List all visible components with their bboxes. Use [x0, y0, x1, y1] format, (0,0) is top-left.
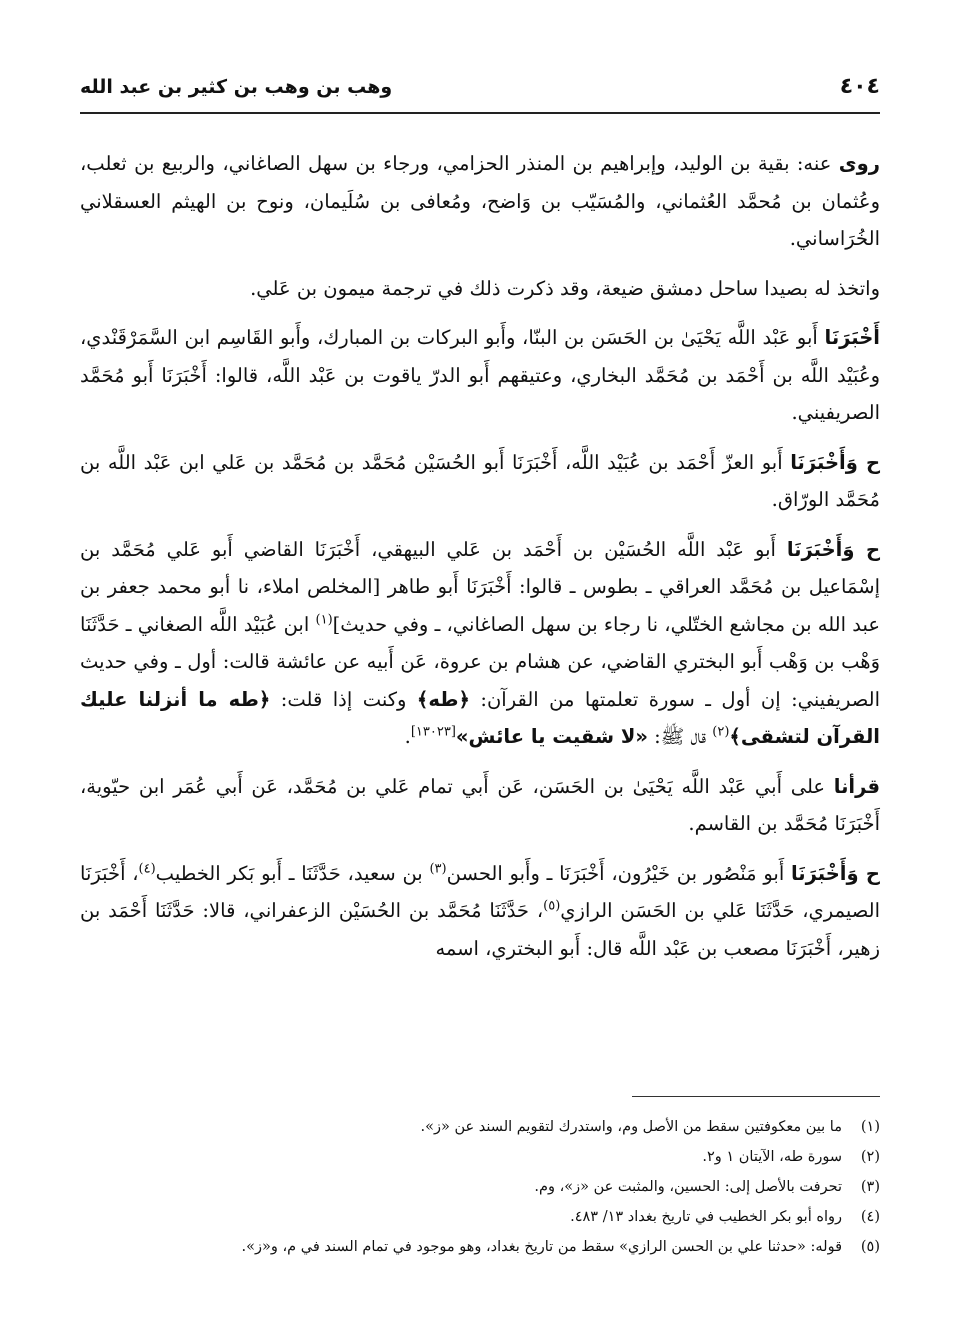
paragraph-lead: ح وَأَخْبَرَنَا	[790, 450, 881, 474]
paragraph-text: وكنت إذا قلت:	[270, 687, 417, 711]
footnote-number: (١)	[860, 1119, 880, 1135]
footnote-ref[interactable]: (٣)	[429, 861, 447, 876]
page-number: ٤٠٤	[839, 74, 880, 99]
paragraph-estate	[80, 270, 880, 308]
paragraph-text: .	[404, 725, 411, 748]
paragraph-isnad-3	[80, 768, 880, 843]
paragraph-isnad-4	[80, 855, 880, 968]
paragraph-isnad-2	[80, 444, 880, 519]
footnote-item	[80, 1112, 880, 1142]
book-page	[80, 60, 880, 1310]
footnote-number: (٤)	[860, 1209, 880, 1225]
footnote-ref[interactable]: (٥)	[543, 898, 561, 914]
paragraph-text: أَبو عَبْد اللَّه يَحْيَىٰ بن الحَسَن بن البنّا، وأَبو البركات بن المبارك، وأَبو القَاسِم ابن السَّمَرْقَنْدي، وعُبَيْد اللَّه بن أَحْمَد بن مُحَمَّد البخاري، وعتيقهم أَبو الدرّ ياقوت بن عَبْد اللَّه، قالوا: أَخْبَرَنَا أَبو مُحَمَّد الصريفيني.	[80, 326, 880, 424]
paragraph-text: عنه: بقية بن الوليد، وإبراهيم بن المنذر الحزامي، ورجاء بن سهل الصاغاني، والربيع بن ثعلب، وعُثمان بن مُحمَّد العُثماني، والمُسَيّب بن وَاضح، ومُعافى بن سُلَيمان، ونوح بن الهيثم العسقلاني الخُرَاساني.	[80, 152, 880, 250]
footnote-divider	[632, 1096, 880, 1097]
footnote-number: (٣)	[860, 1179, 880, 1195]
paragraph-isnad-1	[80, 319, 880, 432]
paragraph-lead: ح وَأَخْبَرَنَا	[786, 537, 881, 561]
paragraph-lead: قرأنا	[833, 774, 880, 798]
paragraph-text: ، أَخْبَرَنَا الصيمري، حَدَّثَنَا عَلي بن الحَسَن الرازي	[80, 861, 880, 922]
quran-quote: ﴿طه﴾	[416, 687, 470, 711]
paragraph-text: بن سعيد، حَدَّثَنَا ـ أَبو بَكر الخطيب	[155, 861, 430, 885]
paragraph-text: على أَبي عَبْد اللَّه يَحْيَىٰ بن الحَسَن، عَن أَبي تمام عَلي بن مُحَمَّد، عَن أَبي عُمَر ابن حيّوية، أَخْبَرَنَا مُحَمَّد بن القاسم.	[80, 774, 880, 835]
footnote-text: قوله: «حدثنا علي بن الحسن الرازي» سقط من تاريخ بغداد، وهو موجود في تمام السند في م، و«ز».	[241, 1239, 842, 1255]
running-title: وهب بن وهب بن كثير بن عبد الله	[80, 76, 393, 98]
footnote-ref[interactable]: (٢)	[712, 724, 730, 740]
paragraph-hadith	[80, 531, 880, 756]
paragraph-lead: روى	[838, 152, 880, 175]
footnote-number: (٥)	[860, 1239, 880, 1255]
paragraph-text: ابن عُبَيْد اللَّه الصغاني ـ حَدَّثَنَا وَهْب بن وَهْب أَبو البختري القاضي، عن هشام بن عروة، عَن أَبيه عن عائشة قالت: أول ـ وفي حديث الصريفيني: إن أول ـ سورة تعلمتها من القرآن:	[80, 612, 880, 711]
footnote-item	[80, 1172, 880, 1202]
paragraph-text: أَبو عَبْد اللَّه الحُسَيْن بن أَحْمَد بن عَلي البيهقي، أَخْبَرَنَا القاضي أَبو عَلي مُحَمَّد بن إسْمَاعيل بن مُحَمَّد العراقي ـ بطوس ـ قالوا: أَخْبَرَنَا أَبو طاهر [المخلص املاء، نا أبو محمد جعفر بن عبد الله بن مجاشع الختّلي، نا رجاء بن سهل الصاغاني، ـ وفي حديث]	[80, 537, 880, 636]
running-header	[80, 72, 880, 114]
hadith-quote: «لا شقيت يا عائش»	[455, 725, 648, 748]
footnote-number: (٢)	[860, 1149, 880, 1165]
footnote-text: سورة طه، الآيتان ١ و٢.	[702, 1149, 842, 1165]
footnotes	[80, 1112, 880, 1262]
footnote-item	[80, 1142, 880, 1172]
main-text	[80, 145, 880, 979]
footnote-text: ما بين معكوفتين سقط من الأصل وم، واستدرك لتقويم السند عن «ز».	[420, 1119, 842, 1135]
paragraph-lead: ح وَأَخْبَرَنَا	[790, 861, 880, 885]
paragraph-text: أَبو العزّ أَحْمَد بن عُبَيْد اللَّه، أَخْبَرَنَا أَبو الحُسَيْن مُحَمَّد بن مُحَمَّد بن عَلي ابن عَبْد اللَّه بن مُحَمَّد الورّاق.	[80, 450, 880, 511]
footnote-ref[interactable]: (٤)	[138, 861, 156, 876]
paragraph-text: ، حَدَّثَنَا مُحَمَّد بن الحُسَيْن الزعفراني، قالا: حَدَّثَنَا أَحْمَد بن زهير، أَخْبَرَنَا مصعب بن عَبْد اللَّه قال: أَبو البختري، اسمه	[80, 899, 880, 960]
footnote-text: رواه أبو بكر الخطيب في تاريخ بغداد ١٣/ ٤٨٣.	[570, 1209, 842, 1225]
paragraph-lead: أَخْبَرَنَا	[824, 326, 880, 349]
paragraph-text: قال ﷺ:	[647, 725, 713, 748]
footnote-text: تحرفت بالأصل إلى: الحسين، والمثبت عن «ز»، وم.	[534, 1179, 842, 1195]
footnote-ref[interactable]: (١)	[315, 612, 333, 627]
footnote-item	[80, 1232, 880, 1262]
paragraph-narrators	[80, 145, 880, 258]
paragraph-text: أَبو مَنْصُور بن خَيْرُون، أَخْبَرَنَا ـ وأَبو الحسن	[446, 861, 791, 885]
paragraph-text: واتخذ له بصيدا ساحل دمشق ضيعة، وقد ذكرت ذلك في ترجمة ميمون بن عَلي.	[250, 276, 880, 300]
quran-quote: ﴿طه ما أنزلنا عليك القرآن لتشقى﴾	[80, 687, 880, 748]
footnote-item	[80, 1202, 880, 1232]
hadith-number: [١٣٠٢٣]	[410, 724, 456, 740]
